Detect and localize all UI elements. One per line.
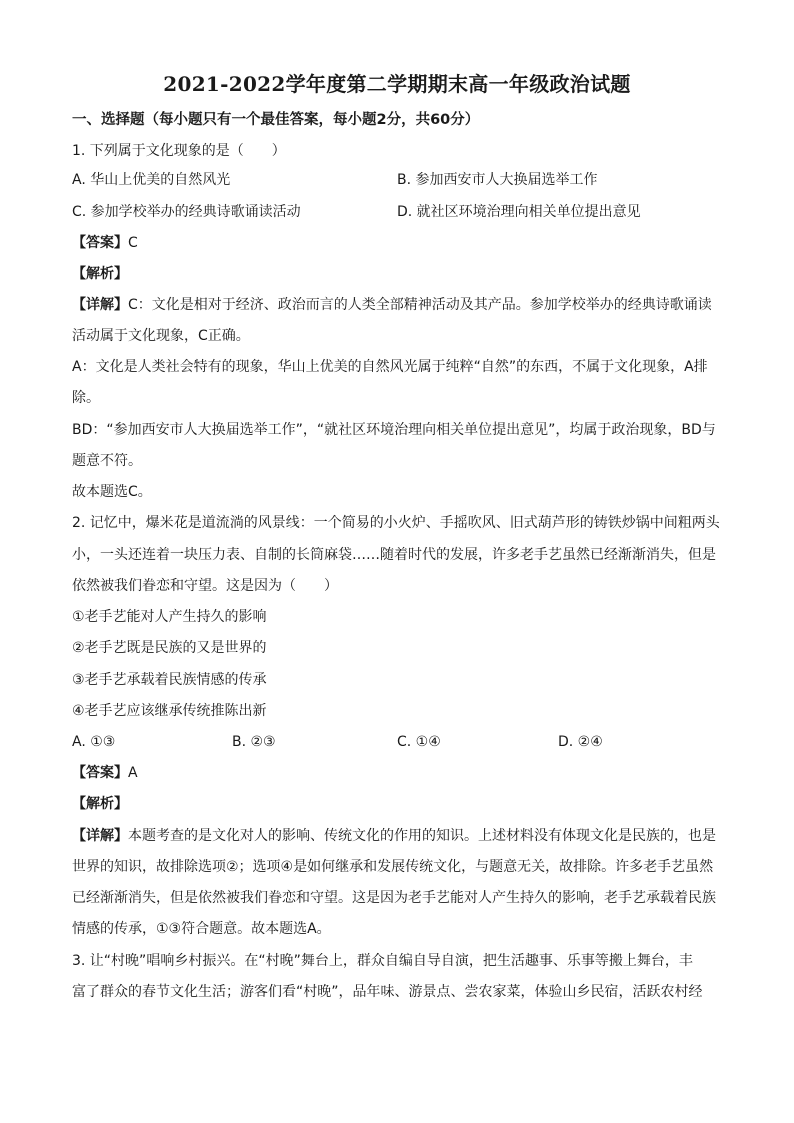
q2-option-c: C. ①④: [397, 734, 441, 750]
q1-option-d: D. 就社区环境治理向相关单位提出意见: [397, 204, 641, 220]
q2-stem-line: 依然被我们眷恋和守望。这是因为（ ）: [72, 578, 338, 594]
q2-statement: ④老手艺应该继承传统推陈出新: [72, 703, 267, 719]
q2-option-a: A. ①③: [72, 734, 116, 750]
q1-detail-line: 题意不符。: [72, 453, 142, 469]
q1-option-b: B. 参加西安市人大换届选举工作: [397, 172, 598, 188]
q2-detail-line: 情感的传承，①③符合题意。故本题选A。: [72, 921, 331, 937]
q1-option-c: C. 参加学校举办的经典诗歌诵读活动: [72, 204, 301, 220]
q3-stem-line: 富了群众的春节文化生活；游客们看“村晚”，品年味、游景点、尝农家菜，体验山乡民宿，活跃农村经: [72, 984, 703, 1000]
section-heading: 一、选择题（每小题只有一个最佳答案，每小题2分，共60分）: [72, 112, 480, 128]
q1-detail-line: [72, 295, 732, 315]
answer-label: 【答案】: [72, 235, 128, 251]
q2-statement: ②老手艺既是民族的又是世界的: [72, 640, 267, 656]
answer-value: A: [128, 765, 138, 781]
q1-detail-line: 除。: [72, 390, 100, 406]
q2-statement: ③老手艺承载着民族情感的传承: [72, 672, 267, 688]
q3-stem-line: 3. 让“村晚”唱响乡村振兴。在“村晚”舞台上，群众自编自导自演，把生活趣事、乐事等搬上舞台，丰: [72, 953, 693, 969]
q2-detail-line: 已经渐渐消失，但是依然被我们眷恋和守望。这是因为老手艺能对人产生持久的影响，老手艺承载着民族: [72, 890, 716, 906]
q1-analysis-label: 【解析】: [72, 266, 128, 282]
q2-detail-line: 世界的知识，故排除选项②；选项④是如何继承和发展传统文化，与题意无关，故排除。许多老手艺虽然: [72, 859, 714, 875]
answer-value: C: [128, 235, 138, 251]
q2-stem-line: 小，一头还连着一块压力表、自制的长筒麻袋……随着时代的发展，许多老手艺虽然已经渐渐消失，但是: [72, 547, 716, 563]
q2-stem-line: 2. 记忆中，爆米花是道流淌的风景线：一个简易的小火炉、手摇吹风、旧式葫芦形的铸铁炒锅中间粗两头: [72, 515, 720, 531]
q1-option-a: A. 华山上优美的自然风光: [72, 172, 231, 188]
q2-detail-line: [72, 826, 732, 846]
detail-text: 本题考查的是文化对人的影响、传统文化的作用的知识。上述材料没有体现文化是民族的，也是: [128, 828, 716, 844]
answer-label: 【答案】: [72, 765, 128, 781]
q1-stem: 1. 下列属于文化现象的是（ ）: [72, 143, 286, 159]
q1-detail-line: 活动属于文化现象，C正确。: [72, 328, 250, 344]
q1-detail-line: BD：“参加西安市人大换届选举工作”，“就社区环境治理向相关单位提出意见”，均属于政治现象，BD与: [72, 422, 716, 438]
detail-text: C：文化是相对于经济、政治而言的人类全部精神活动及其产品。参加学校举办的经典诗歌诵读: [128, 297, 712, 313]
q1-answer: [72, 233, 732, 253]
q2-answer: [72, 763, 732, 783]
q2-statement: ①老手艺能对人产生持久的影响: [72, 609, 267, 625]
q2-option-d: D. ②④: [558, 734, 603, 750]
detail-label: 【详解】: [72, 297, 128, 313]
q2-analysis-label: 【解析】: [72, 796, 128, 812]
detail-label: 【详解】: [72, 828, 128, 844]
q2-option-b: B. ②③: [232, 734, 276, 750]
q1-detail-line: 故本题选C。: [72, 484, 152, 500]
q1-detail-line: A：文化是人类社会特有的现象，华山上优美的自然风光属于纯粹“自然”的东西，不属于文化现象，A排: [72, 359, 708, 375]
page-title: 2021-2022学年度第二学期期末高一年级政治试题: [163, 72, 631, 96]
